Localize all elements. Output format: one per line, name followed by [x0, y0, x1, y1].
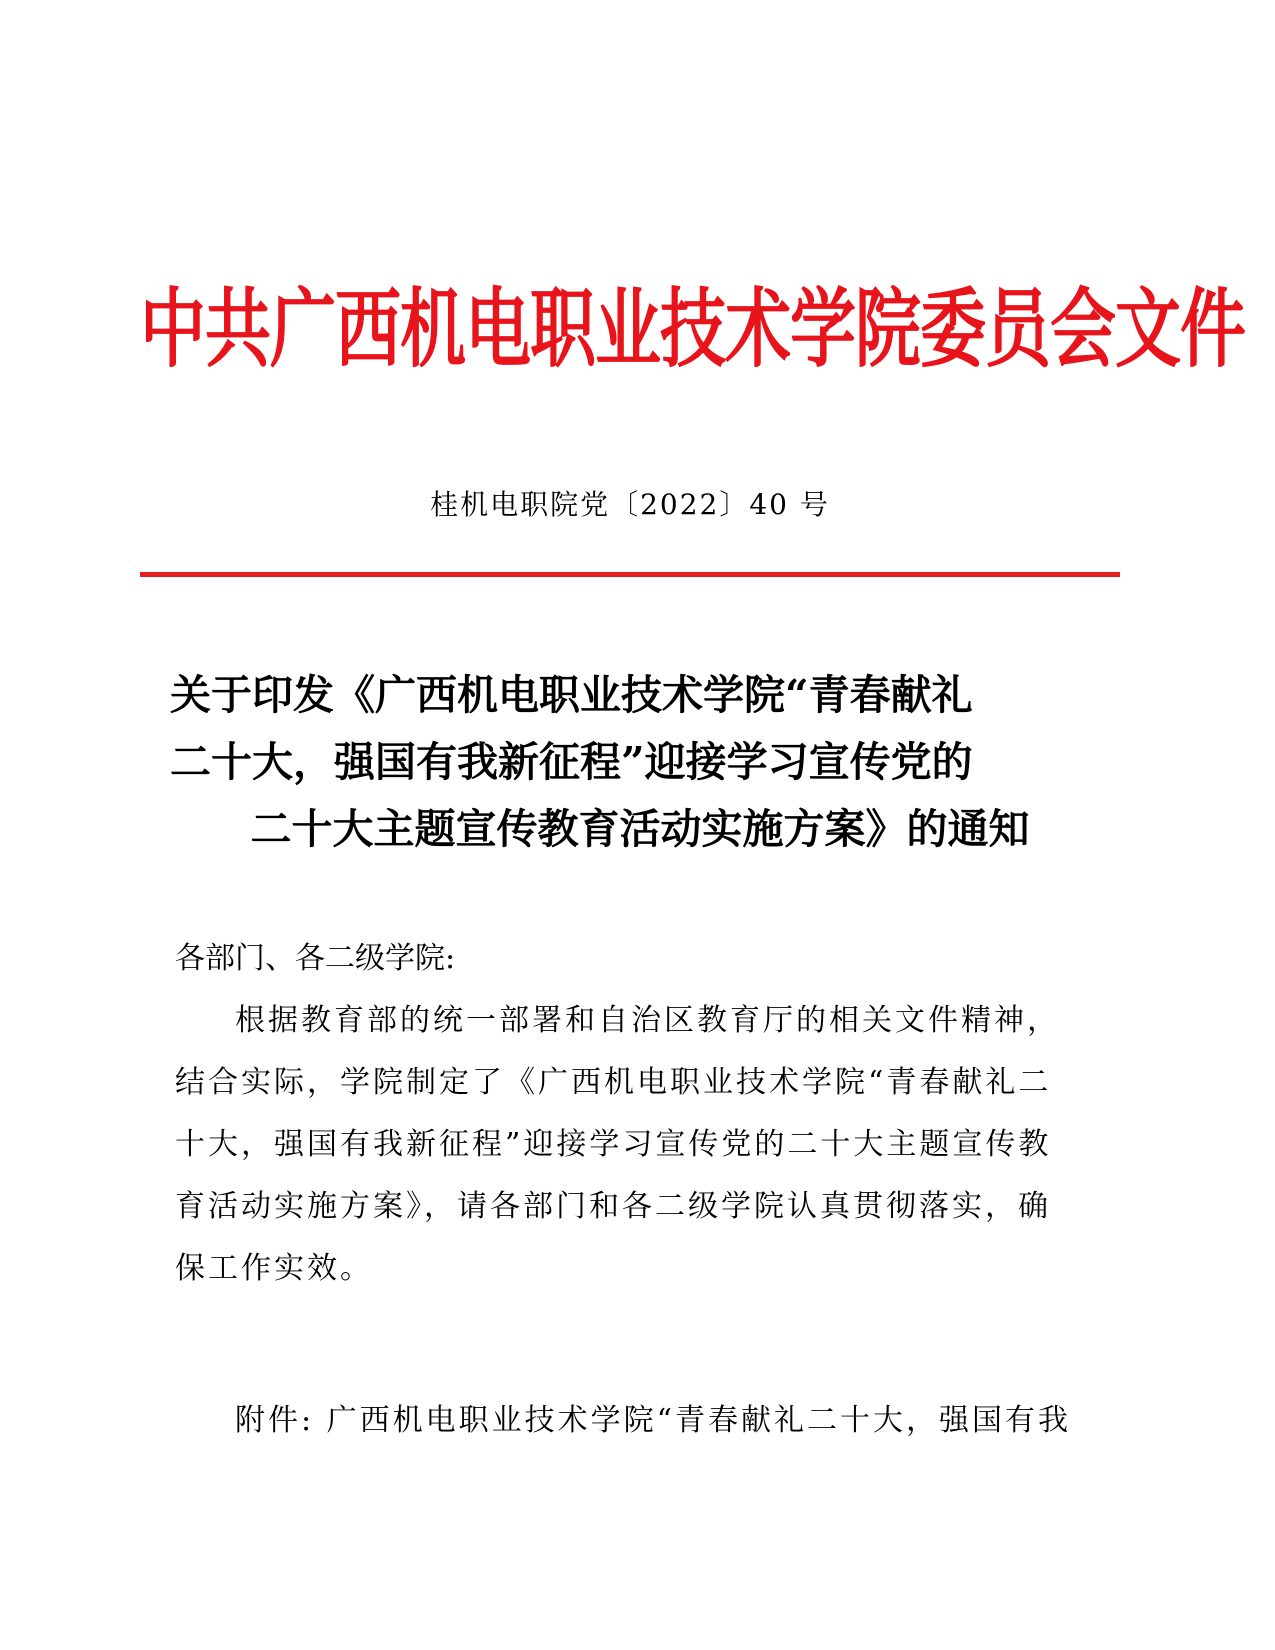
notice-title-line: 二十大主题宣传教育活动实施方案》的通知 [250, 805, 1030, 853]
notice-title-line: 关于印发《广西机电职业技术学院“青春献礼 [170, 671, 973, 719]
body-line: 根据教育部的统一部署和自治区教育厅的相关文件精神， [235, 1003, 1060, 1038]
masthead-title: 中共广西机电职业技术学院委员会文件 [140, 279, 1245, 380]
red-divider-rule [140, 572, 1120, 577]
body-line: 保工作实效。 [175, 1251, 373, 1286]
body-line: 结合实际，学院制定了《广西机电职业技术学院“青春献礼二 [175, 1065, 1052, 1100]
notice-title [170, 662, 1110, 863]
body-paragraph [175, 990, 1105, 1300]
attachment-line: 附件: 广西机电职业技术学院“青春献礼二十大，强国有我 [235, 1403, 1071, 1438]
document-number: 桂机电职院党〔2022〕40 号 [430, 488, 830, 521]
body-line: 十大，强国有我新征程”迎接学习宣传党的二十大主题宣传教 [175, 1127, 1052, 1162]
body-line: 育活动实施方案》，请各部门和各二级学院认真贯彻落实，确 [175, 1189, 1051, 1224]
addressee: 各部门、各二级学院: [175, 941, 456, 976]
notice-title-line: 二十大，强国有我新征程”迎接学习宣传党的 [170, 738, 973, 786]
